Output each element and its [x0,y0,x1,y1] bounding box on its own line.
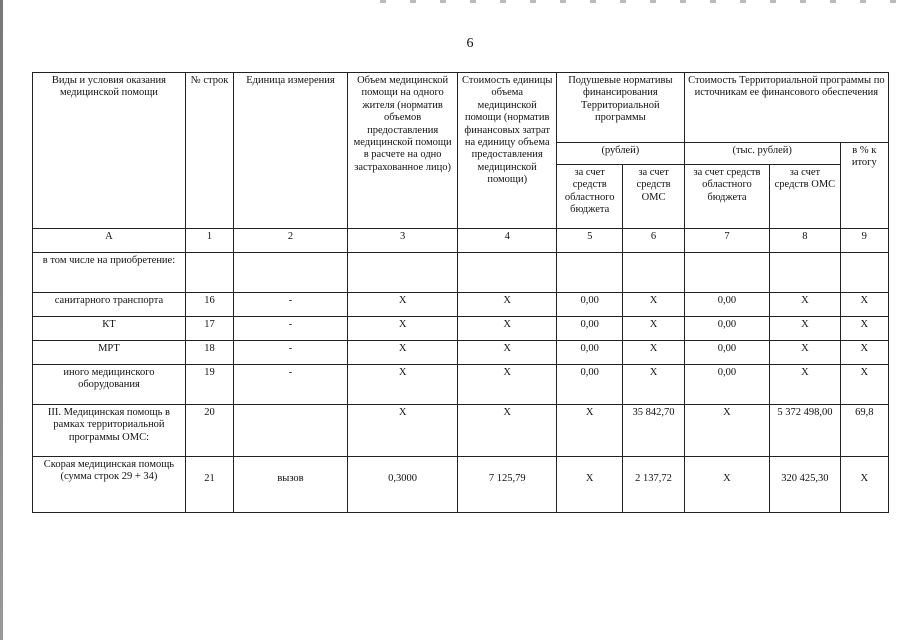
row-col-5: Х [557,457,623,513]
row-col-6 [623,253,684,293]
column-number: 9 [840,229,888,253]
row-line-number: 17 [185,317,233,341]
row-line-number: 16 [185,293,233,317]
row-unit: - [234,317,348,341]
row-col-5: 0,00 [557,365,623,405]
row-line-number: 18 [185,341,233,365]
row-col-5: 0,00 [557,293,623,317]
row-line-number: 21 [185,457,233,513]
column-number: 2 [234,229,348,253]
row-col-6: Х [623,341,684,365]
column-number: 1 [185,229,233,253]
column-number: 7 [684,229,769,253]
header-col-7: за счет средств областного бюджета [684,165,769,229]
row-name: санитарного транспорта [33,293,186,317]
header-thousand-rubles: (тыс. рублей) [684,143,840,165]
row-col-6: 2 137,72 [623,457,684,513]
row-col-6: Х [623,317,684,341]
row-line-number: 20 [185,405,233,457]
page-number: 6 [466,36,474,51]
row-col-6: Х [623,293,684,317]
row-col-4: Х [458,293,557,317]
row-col-9: 69,8 [840,405,888,457]
row-name: III. Медицинская помощь в рамках территориальной программы ОМС: [33,405,186,457]
row-col-8: 5 372 498,00 [770,405,840,457]
row-col-9: Х [840,293,888,317]
column-number: 3 [347,229,458,253]
row-col-3: Х [347,341,458,365]
row-col-7: 0,00 [684,293,769,317]
row-col-3: Х [347,317,458,341]
row-col-7: Х [684,457,769,513]
scan-noise [380,0,905,3]
column-number: 8 [770,229,840,253]
row-name: Скорая медицинская помощь (сумма строк 29 + 34) [33,457,186,513]
row-col-7: 0,00 [684,317,769,341]
row-col-8: Х [770,293,840,317]
row-col-8 [770,253,840,293]
row-col-4: Х [458,317,557,341]
row-col-5: Х [557,405,623,457]
header-col-2: Единица измерения [234,73,348,229]
row-col-3 [347,253,458,293]
table-row [33,457,889,513]
row-line-number: 19 [185,365,233,405]
header-rubles: (рублей) [557,143,685,165]
table-row [33,253,889,293]
row-col-9: Х [840,341,888,365]
row-col-7 [684,253,769,293]
row-unit [234,253,348,293]
row-col-3: 0,3000 [347,457,458,513]
row-col-3: Х [347,405,458,457]
table-row [33,293,889,317]
row-col-3: Х [347,365,458,405]
scan-edge-shadow [0,0,3,640]
row-col-5: 0,00 [557,317,623,341]
row-unit: - [234,365,348,405]
row-name: МРТ [33,341,186,365]
row-col-4: Х [458,405,557,457]
program-cost-table [32,72,889,513]
row-col-4: Х [458,341,557,365]
header-col-1: № строк [185,73,233,229]
row-col-9: Х [840,317,888,341]
row-col-7: 0,00 [684,341,769,365]
table-row [33,341,889,365]
row-col-5 [557,253,623,293]
column-number: А [33,229,186,253]
table-row [33,317,889,341]
table-row [33,365,889,405]
header-group-per-capita: Подушевые нормативы финансирования Территориальной программы [557,73,685,143]
header-col-4: Стоимость единицы объема медицинской помощи (норматив финансовых затрат на единицу объема предоставления медицинской помощи) [458,73,557,229]
row-line-number [185,253,233,293]
row-col-8: Х [770,317,840,341]
row-unit: вызов [234,457,348,513]
row-col-4: Х [458,365,557,405]
row-name: в том числе на приобретение: [33,253,186,293]
row-name: иного медицинского оборудования [33,365,186,405]
row-col-3: Х [347,293,458,317]
column-number: 5 [557,229,623,253]
row-col-9: Х [840,457,888,513]
column-number: 4 [458,229,557,253]
row-col-5: 0,00 [557,341,623,365]
row-col-9: Х [840,365,888,405]
row-col-8: Х [770,341,840,365]
header-col-8: за счет средств ОМС [770,165,840,229]
row-col-4 [458,253,557,293]
row-col-9 [840,253,888,293]
column-number-row [33,229,889,253]
column-number: 6 [623,229,684,253]
row-col-8: 320 425,30 [770,457,840,513]
row-name: КТ [33,317,186,341]
header-col-9-percent: в % к итогу [840,143,888,229]
row-col-7: 0,00 [684,365,769,405]
header-row-1 [33,73,889,143]
header-col-a: Виды и условия оказания медицинской помощи [33,73,186,229]
row-unit [234,405,348,457]
row-unit: - [234,341,348,365]
row-col-8: Х [770,365,840,405]
header-col-3: Объем медицинской помощи на одного жителя (норматив объемов предоставления медицинской помощи в расчете на одно застрахованное лицо) [347,73,458,229]
row-col-4: 7 125,79 [458,457,557,513]
header-col-6: за счет средств ОМС [623,165,684,229]
row-col-7: Х [684,405,769,457]
row-col-6: Х [623,365,684,405]
header-group-program-cost: Стоимость Территориальной программы по источникам ее финансового обеспечения [684,73,888,143]
row-col-6: 35 842,70 [623,405,684,457]
table-row [33,405,889,457]
row-unit: - [234,293,348,317]
header-col-5: за счет средств областного бюджета [557,165,623,229]
